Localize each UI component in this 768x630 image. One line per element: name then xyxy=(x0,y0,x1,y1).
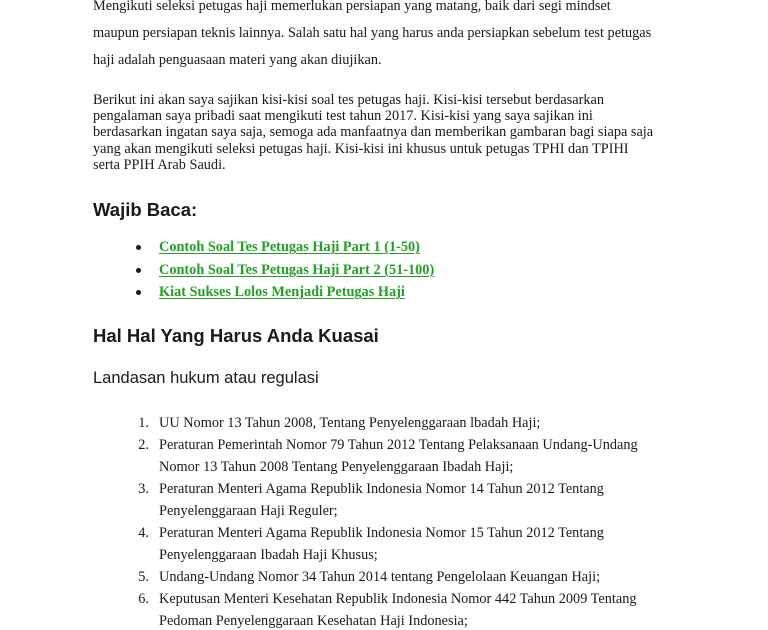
regulation-item xyxy=(93,478,638,522)
item-text: Peraturan Menteri Agama Republik Indonesia Nomor 15 Tahun 2012 Tentang xyxy=(159,525,604,541)
regulation-item xyxy=(93,522,638,566)
kisi-kisi-paragraph xyxy=(93,92,683,173)
bullet-icon xyxy=(136,245,141,250)
regulation-item xyxy=(93,434,638,478)
item-number: 6. xyxy=(138,591,149,607)
intro-line: Mengikuti seleksi petugas haji memerlukan persiapan yang matang, baik dari segi mindset xyxy=(93,0,611,14)
item-text: Nomor 13 Tahun 2008 Tentang Penyelenggaraan Ibadah Haji; xyxy=(159,459,514,475)
item-text: Keputusan Menteri Kesehatan Republik Indonesia Nomor 442 Tahun 2009 Tentang xyxy=(159,591,637,607)
paragraph-line: berdasarkan ingatan saya saja, semoga ada manfaatnya dan memberikan gambaran bagi siapa saja xyxy=(93,124,654,141)
item-text: Peraturan Menteri Agama Republik Indonesia Nomor 14 Tahun 2012 Tentang xyxy=(159,481,604,497)
wajib-baca-heading: Wajib Baca: xyxy=(93,199,198,220)
item-text: Pedoman Penyelenggaraan Kesehatan Haji Indonesia; xyxy=(159,613,468,629)
item-number: 4. xyxy=(138,525,149,541)
link-contoh-soal-part-2[interactable]: Contoh Soal Tes Petugas Haji Part 2 (51-100) xyxy=(159,261,435,278)
bullet-icon xyxy=(136,268,141,273)
item-number: 3. xyxy=(138,481,149,497)
list-item xyxy=(93,236,434,259)
regulation-item xyxy=(93,588,638,630)
item-number: 1. xyxy=(138,415,149,431)
paragraph-line: yang akan mengikuti seleksi petugas haji. Kisi-kisi ini khusus untuk petugas TPHI dan TPIHI xyxy=(93,140,629,157)
item-number: 2. xyxy=(138,437,149,453)
wajib-baca-list xyxy=(93,236,434,304)
section-heading: Hal Hal Yang Harus Anda Kuasai xyxy=(93,325,379,346)
link-contoh-soal-part-1[interactable]: Contoh Soal Tes Petugas Haji Part 1 (1-50) xyxy=(159,239,420,255)
paragraph-line: serta PPIH Arab Saudi. xyxy=(93,156,226,173)
paragraph-line: pengalaman saya pribadi saat mengikuti test tahun 2017. Kisi-kisi yang saya sajikan ini xyxy=(93,108,593,125)
intro-paragraph xyxy=(93,0,683,74)
item-text: Undang-Undang Nomor 34 Tahun 2014 tentang Pengelolaan Keuangan Haji; xyxy=(159,569,601,585)
regulation-list xyxy=(93,412,638,630)
intro-line: maupun persiapan teknis lainnya. Salah satu hal yang harus anda persiapkan sebelum test petugas xyxy=(93,25,652,41)
paragraph-line: Berikut ini akan saya sajikan kisi-kisi soal tes petugas haji. Kisi-kisi tersebut berdasarkan xyxy=(93,92,604,108)
list-item xyxy=(93,259,434,282)
item-text: UU Nomor 13 Tahun 2008, Tentang Penyelenggaraan lbadah Haji; xyxy=(159,415,541,431)
regulation-item xyxy=(93,566,638,588)
section-subheading: Landasan hukum atau regulasi xyxy=(93,369,319,387)
list-item xyxy=(93,281,434,304)
link-kiat-sukses[interactable]: Kiat Sukses Lolos Menjadi Petugas Haji xyxy=(159,284,405,300)
regulation-item xyxy=(93,412,638,434)
item-text: Penyelenggaraan Haji Reguler; xyxy=(159,503,338,519)
item-text: Peraturan Pemerintah Nomor 79 Tahun 2012 Tentang Pelaksanaan Undang-Undang xyxy=(159,437,638,453)
item-number: 5. xyxy=(138,569,149,585)
intro-line: haji adalah penguasaan materi yang akan diujikan. xyxy=(93,52,382,68)
bullet-icon xyxy=(136,290,141,295)
item-text: Penyelenggaraan Ibadah Haji Khusus; xyxy=(159,547,378,563)
